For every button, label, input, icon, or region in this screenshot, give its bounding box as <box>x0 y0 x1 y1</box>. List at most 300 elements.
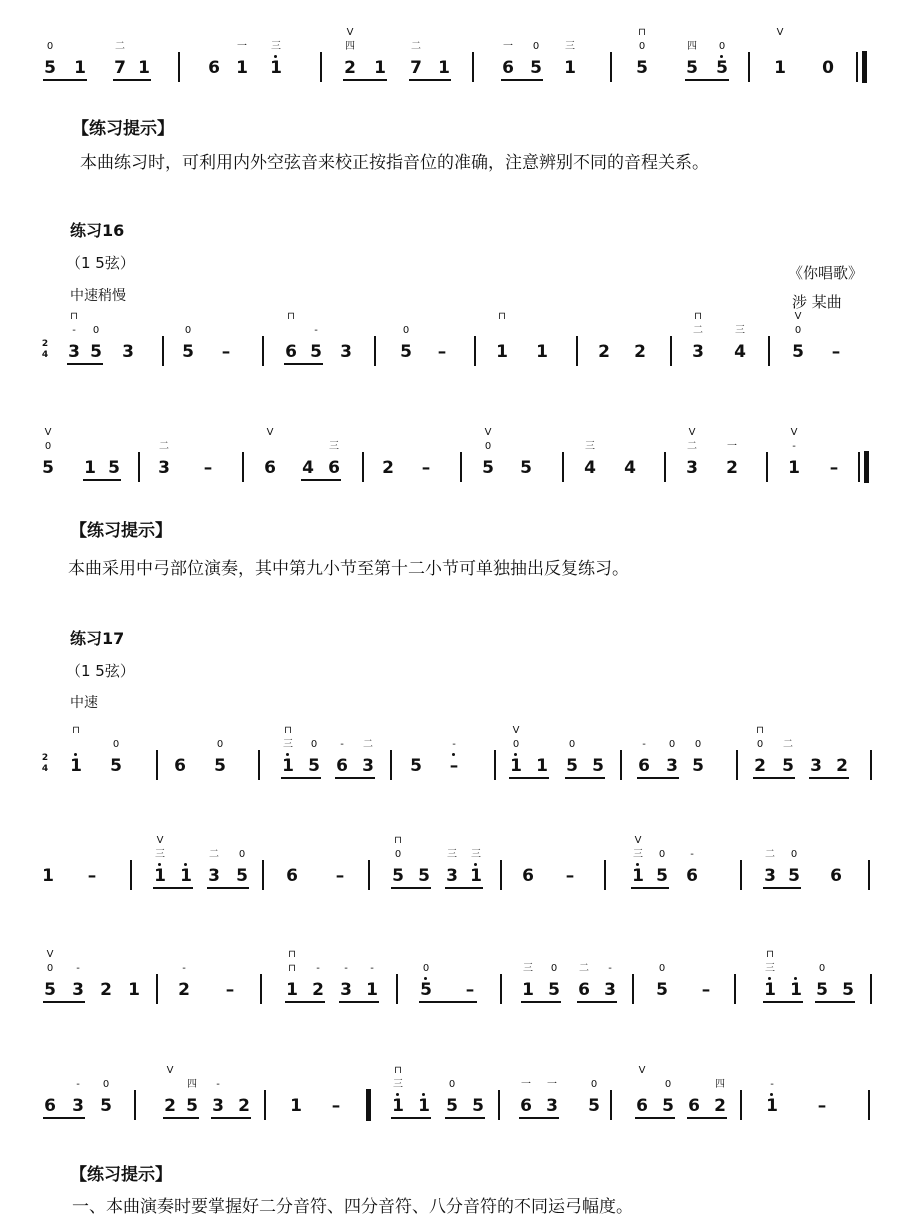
note: 5 <box>472 1096 484 1116</box>
bowing-mark: 0 <box>422 963 430 974</box>
note: 1 <box>366 980 378 1000</box>
bowing-mark: - <box>72 325 76 336</box>
octave-dot <box>74 753 77 756</box>
note: 4 <box>734 342 746 362</box>
barline <box>460 452 462 482</box>
bowing-mark: 二 <box>687 441 697 452</box>
beam-underline <box>753 777 795 779</box>
note: 1 <box>128 980 140 1000</box>
note: 6 <box>44 1096 56 1116</box>
bowing-mark: 一 <box>727 441 737 452</box>
bowing-mark: ⊓ <box>498 311 506 322</box>
beam-underline <box>391 887 431 889</box>
bowing-mark: V <box>794 311 802 322</box>
bowing-mark: V <box>638 1065 646 1076</box>
barline <box>664 452 666 482</box>
bowing-mark: 0 <box>794 325 802 336</box>
note: 6 <box>688 1096 700 1116</box>
note: 1 <box>180 866 192 886</box>
note: 5 <box>308 756 320 776</box>
bowing-mark: - <box>344 963 348 974</box>
note: 6 <box>686 866 698 886</box>
bowing-mark: 0 <box>818 963 826 974</box>
exercise-16-composer: 涉 某曲 <box>792 293 842 311</box>
octave-dot <box>636 863 639 866</box>
beam-underline <box>445 887 483 889</box>
note: 1 <box>790 980 802 1000</box>
note: 1 <box>84 458 96 478</box>
note: 3 <box>68 342 80 362</box>
note: 6 <box>174 756 186 776</box>
beam-underline <box>343 79 387 81</box>
note: 5 <box>420 980 432 1000</box>
beam-underline <box>211 1117 251 1119</box>
repeat-barline <box>366 1089 371 1121</box>
note: 5 <box>592 756 604 776</box>
note: – <box>465 980 475 1000</box>
barline <box>498 1090 500 1120</box>
note: 1 <box>74 58 86 78</box>
note: 1 <box>286 980 298 1000</box>
note: 5 <box>548 980 560 1000</box>
barline <box>362 452 364 482</box>
time-signature-top: 2 <box>41 339 49 349</box>
barline <box>858 452 860 482</box>
bowing-mark: 二 <box>579 963 589 974</box>
note: 6 <box>638 756 650 776</box>
barline <box>262 336 264 366</box>
bowing-mark: ⊓ <box>288 949 296 960</box>
note: 2 <box>164 1096 176 1116</box>
beam-underline <box>565 777 605 779</box>
note: – <box>221 342 231 362</box>
beam-underline <box>207 887 249 889</box>
note: 1 <box>154 866 166 886</box>
octave-dot <box>422 1093 425 1096</box>
hint-title-2: 【练习提示】 <box>70 521 172 541</box>
note: 1 <box>788 458 800 478</box>
note: 1 <box>236 58 248 78</box>
bowing-mark: 一 <box>521 1079 531 1090</box>
bowing-mark: V <box>688 427 696 438</box>
beam-underline <box>153 887 193 889</box>
octave-dot <box>184 863 187 866</box>
bowing-mark: V <box>46 949 54 960</box>
beam-underline <box>284 363 323 365</box>
octave-dot <box>514 753 517 756</box>
note: 5 <box>44 980 56 1000</box>
note: 5 <box>520 458 532 478</box>
octave-dot <box>720 55 723 58</box>
bowing-mark: V <box>156 835 164 846</box>
barline <box>610 52 612 82</box>
bowing-mark: 三 <box>329 441 339 452</box>
note: 1 <box>42 866 54 886</box>
exercise-17-strings: （1 5弦） <box>66 662 135 680</box>
note: 5 <box>90 342 102 362</box>
note: 1 <box>138 58 150 78</box>
beam-underline <box>83 479 121 481</box>
note: 3 <box>340 980 352 1000</box>
beam-underline <box>391 1117 431 1119</box>
note: 2 <box>344 58 356 78</box>
beam-underline <box>163 1117 199 1119</box>
bowing-mark: 一 <box>237 41 247 52</box>
bowing-mark: 0 <box>658 963 666 974</box>
octave-dot <box>794 977 797 980</box>
note: 1 <box>374 58 386 78</box>
barline <box>748 52 750 82</box>
note: 5 <box>816 980 828 1000</box>
note: 6 <box>336 756 348 776</box>
barline <box>740 860 742 890</box>
barline <box>494 750 496 780</box>
note: 5 <box>186 1096 198 1116</box>
note: 3 <box>446 866 458 886</box>
note: 2 <box>754 756 766 776</box>
bowing-mark: 二 <box>209 849 219 860</box>
note: 6 <box>285 342 297 362</box>
beam-underline <box>301 479 341 481</box>
note: – <box>203 458 213 478</box>
bowing-mark: - <box>314 325 318 336</box>
note: – <box>87 866 97 886</box>
note: 5 <box>214 756 226 776</box>
note: 6 <box>636 1096 648 1116</box>
bowing-mark: ⊓ <box>288 963 296 974</box>
note: – <box>335 866 345 886</box>
bowing-mark: 0 <box>638 41 646 52</box>
bowing-mark: ⊓ <box>638 27 646 38</box>
bowing-mark: 0 <box>402 325 410 336</box>
barline <box>768 336 770 366</box>
note: 5 <box>788 866 800 886</box>
beam-underline <box>281 777 321 779</box>
barline <box>500 860 502 890</box>
bowing-mark: ⊓ <box>70 311 78 322</box>
note: 1 <box>418 1096 430 1116</box>
beam-underline <box>409 79 451 81</box>
octave-dot <box>770 1093 773 1096</box>
bowing-mark: - <box>340 739 344 750</box>
barline <box>264 1090 266 1120</box>
bowing-mark: 0 <box>550 963 558 974</box>
bowing-mark: - <box>608 963 612 974</box>
note: 5 <box>182 342 194 362</box>
bowing-mark: 三 <box>585 441 595 452</box>
bowing-mark: 0 <box>484 441 492 452</box>
note: 5 <box>110 756 122 776</box>
note: 1 <box>774 58 786 78</box>
note: – <box>449 756 459 776</box>
note: 5 <box>236 866 248 886</box>
note: 2 <box>714 1096 726 1116</box>
octave-dot <box>452 753 455 756</box>
bowing-mark: ⊓ <box>394 835 402 846</box>
note: 3 <box>362 756 374 776</box>
beam-underline <box>335 777 375 779</box>
bowing-mark: 二 <box>363 739 373 750</box>
note: 6 <box>520 1096 532 1116</box>
note: 5 <box>566 756 578 776</box>
bowing-mark: 一 <box>547 1079 557 1090</box>
bowing-mark: 二 <box>693 325 703 336</box>
note: 5 <box>588 1096 600 1116</box>
bowing-mark: 0 <box>46 963 54 974</box>
barline <box>740 1090 742 1120</box>
bowing-mark: 四 <box>345 41 355 52</box>
bowing-mark: 二 <box>115 41 125 52</box>
note: 1 <box>496 342 508 362</box>
note: 7 <box>114 58 126 78</box>
note: 5 <box>42 458 54 478</box>
bowing-mark: 三 <box>633 849 643 860</box>
beam-underline <box>519 1117 559 1119</box>
note: 1 <box>536 342 548 362</box>
bowing-mark: - <box>690 849 694 860</box>
time-signature-bottom: 4 <box>41 764 49 774</box>
bowing-mark: V <box>512 725 520 736</box>
barline <box>242 452 244 482</box>
time-signature-top: 2 <box>41 753 49 763</box>
note: 2 <box>726 458 738 478</box>
note: 3 <box>208 866 220 886</box>
barline <box>868 860 870 890</box>
barline <box>604 860 606 890</box>
bowing-mark: 0 <box>532 41 540 52</box>
bowing-mark: V <box>776 27 784 38</box>
hint-text-3: 一、本曲演奏时要掌握好二分音符、四分音符、八分音符的不同运弓幅度。 <box>72 1197 633 1217</box>
barline <box>500 974 502 1004</box>
note: 1 <box>632 866 644 886</box>
note: 2 <box>598 342 610 362</box>
barline <box>138 452 140 482</box>
barline <box>632 974 634 1004</box>
bowing-mark: 三 <box>283 739 293 750</box>
note: 3 <box>212 1096 224 1116</box>
bowing-mark: 一 <box>503 41 513 52</box>
bowing-mark: V <box>484 427 492 438</box>
bowing-mark: 三 <box>765 963 775 974</box>
barline <box>130 860 132 890</box>
bowing-mark: 三 <box>393 1079 403 1090</box>
barline <box>374 336 376 366</box>
bowing-mark: ⊓ <box>284 725 292 736</box>
note: – <box>421 458 431 478</box>
bowing-mark: ⊓ <box>394 1065 402 1076</box>
note: 5 <box>392 866 404 886</box>
note: 1 <box>270 58 282 78</box>
bowing-mark: 0 <box>238 849 246 860</box>
bowing-mark: 0 <box>448 1079 456 1090</box>
bowing-mark: V <box>790 427 798 438</box>
bowing-mark: 二 <box>411 41 421 52</box>
note: – <box>565 866 575 886</box>
note: 1 <box>522 980 534 1000</box>
bowing-mark: 0 <box>664 1079 672 1090</box>
bowing-mark: ⊓ <box>766 949 774 960</box>
bowing-mark: - <box>76 963 80 974</box>
note: 5 <box>446 1096 458 1116</box>
beam-underline <box>339 1001 379 1003</box>
bowing-mark: 0 <box>92 325 100 336</box>
final-barline <box>864 451 869 483</box>
bowing-mark: 0 <box>512 739 520 750</box>
bowing-mark: V <box>634 835 642 846</box>
exercise-16-tempo: 中速稍慢 <box>70 288 126 304</box>
note: 3 <box>122 342 134 362</box>
bowing-mark: - <box>642 739 646 750</box>
barline <box>368 860 370 890</box>
bowing-mark: 三 <box>565 41 575 52</box>
note: 3 <box>686 458 698 478</box>
note: – <box>829 458 839 478</box>
note: – <box>817 1096 827 1116</box>
note: 3 <box>72 1096 84 1116</box>
barline <box>610 1090 612 1120</box>
beam-underline <box>521 1001 561 1003</box>
beam-underline <box>685 79 729 81</box>
note: 5 <box>100 1096 112 1116</box>
note: 3 <box>764 866 776 886</box>
note: 3 <box>810 756 822 776</box>
note: 1 <box>438 58 450 78</box>
bowing-mark: 0 <box>694 739 702 750</box>
bowing-mark: 四 <box>187 1079 197 1090</box>
bowing-mark: 二 <box>783 739 793 750</box>
beam-underline <box>637 777 679 779</box>
exercise-17-tempo: 中速 <box>70 695 98 711</box>
octave-dot <box>286 753 289 756</box>
note: 5 <box>418 866 430 886</box>
bowing-mark: V <box>166 1065 174 1076</box>
bowing-mark: V <box>44 427 52 438</box>
octave-dot <box>424 977 427 980</box>
note: 2 <box>100 980 112 1000</box>
note: 5 <box>792 342 804 362</box>
beam-underline <box>809 777 849 779</box>
octave-dot <box>396 1093 399 1096</box>
exercise-16-title: 练习16 <box>70 221 125 240</box>
barline <box>766 452 768 482</box>
note: 4 <box>624 458 636 478</box>
bowing-mark: 0 <box>718 41 726 52</box>
bowing-mark: 0 <box>394 849 402 860</box>
octave-dot <box>158 863 161 866</box>
note: 6 <box>502 58 514 78</box>
bowing-mark: - <box>370 963 374 974</box>
beam-underline <box>285 1001 325 1003</box>
note: 1 <box>564 58 576 78</box>
note: 2 <box>238 1096 250 1116</box>
bowing-mark: 二 <box>159 441 169 452</box>
beam-underline <box>419 1001 477 1003</box>
exercise-16-source: 《你唱歌》 <box>788 264 864 282</box>
note: 3 <box>692 342 704 362</box>
octave-dot <box>768 977 771 980</box>
barline <box>736 750 738 780</box>
bowing-mark: - <box>452 739 456 750</box>
barline <box>134 1090 136 1120</box>
note: – <box>831 342 841 362</box>
note: 6 <box>286 866 298 886</box>
barline <box>868 1090 870 1120</box>
beam-underline <box>763 1001 803 1003</box>
exercise-17-title: 练习17 <box>70 629 125 648</box>
note: 5 <box>410 756 422 776</box>
note: – <box>331 1096 341 1116</box>
beam-underline <box>635 1117 675 1119</box>
note: 2 <box>634 342 646 362</box>
bowing-mark: 0 <box>184 325 192 336</box>
barline <box>260 974 262 1004</box>
beam-underline <box>763 887 801 889</box>
beam-underline <box>43 1001 85 1003</box>
note: 2 <box>382 458 394 478</box>
bowing-mark: - <box>76 1079 80 1090</box>
beam-underline <box>445 1117 485 1119</box>
note: 5 <box>108 458 120 478</box>
note: – <box>701 980 711 1000</box>
note: 5 <box>400 342 412 362</box>
note: 5 <box>692 756 704 776</box>
note: 1 <box>282 756 294 776</box>
time-signature-bottom: 4 <box>41 350 49 360</box>
note: 5 <box>662 1096 674 1116</box>
note: – <box>437 342 447 362</box>
bowing-mark: 三 <box>523 963 533 974</box>
bowing-mark: 0 <box>590 1079 598 1090</box>
note: 1 <box>70 756 82 776</box>
beam-underline <box>43 1117 85 1119</box>
bowing-mark: 三 <box>735 325 745 336</box>
bowing-mark: - <box>770 1079 774 1090</box>
note: 4 <box>302 458 314 478</box>
note: 5 <box>782 756 794 776</box>
bowing-mark: 0 <box>46 41 54 52</box>
barline <box>734 974 736 1004</box>
note: 6 <box>830 866 842 886</box>
note: 3 <box>666 756 678 776</box>
beam-underline <box>687 1117 727 1119</box>
note: 5 <box>656 980 668 1000</box>
bowing-mark: 三 <box>271 41 281 52</box>
barline <box>258 750 260 780</box>
note: 1 <box>470 866 482 886</box>
octave-dot <box>474 863 477 866</box>
bowing-mark: 0 <box>568 739 576 750</box>
bowing-mark: 0 <box>102 1079 110 1090</box>
note: 3 <box>340 342 352 362</box>
bowing-mark: 0 <box>790 849 798 860</box>
note: 5 <box>686 58 698 78</box>
bowing-mark: V <box>346 27 354 38</box>
note: 5 <box>482 458 494 478</box>
beam-underline <box>43 79 87 81</box>
bowing-mark: 二 <box>765 849 775 860</box>
bowing-mark: 三 <box>447 849 457 860</box>
beam-underline <box>501 79 543 81</box>
note: 5 <box>656 866 668 886</box>
note: 3 <box>158 458 170 478</box>
note: 7 <box>410 58 422 78</box>
note: 6 <box>328 458 340 478</box>
barline <box>562 452 564 482</box>
bowing-mark: ⊓ <box>694 311 702 322</box>
barline <box>472 52 474 82</box>
note: 2 <box>312 980 324 1000</box>
exercise-16-strings: （1 5弦） <box>66 254 135 272</box>
